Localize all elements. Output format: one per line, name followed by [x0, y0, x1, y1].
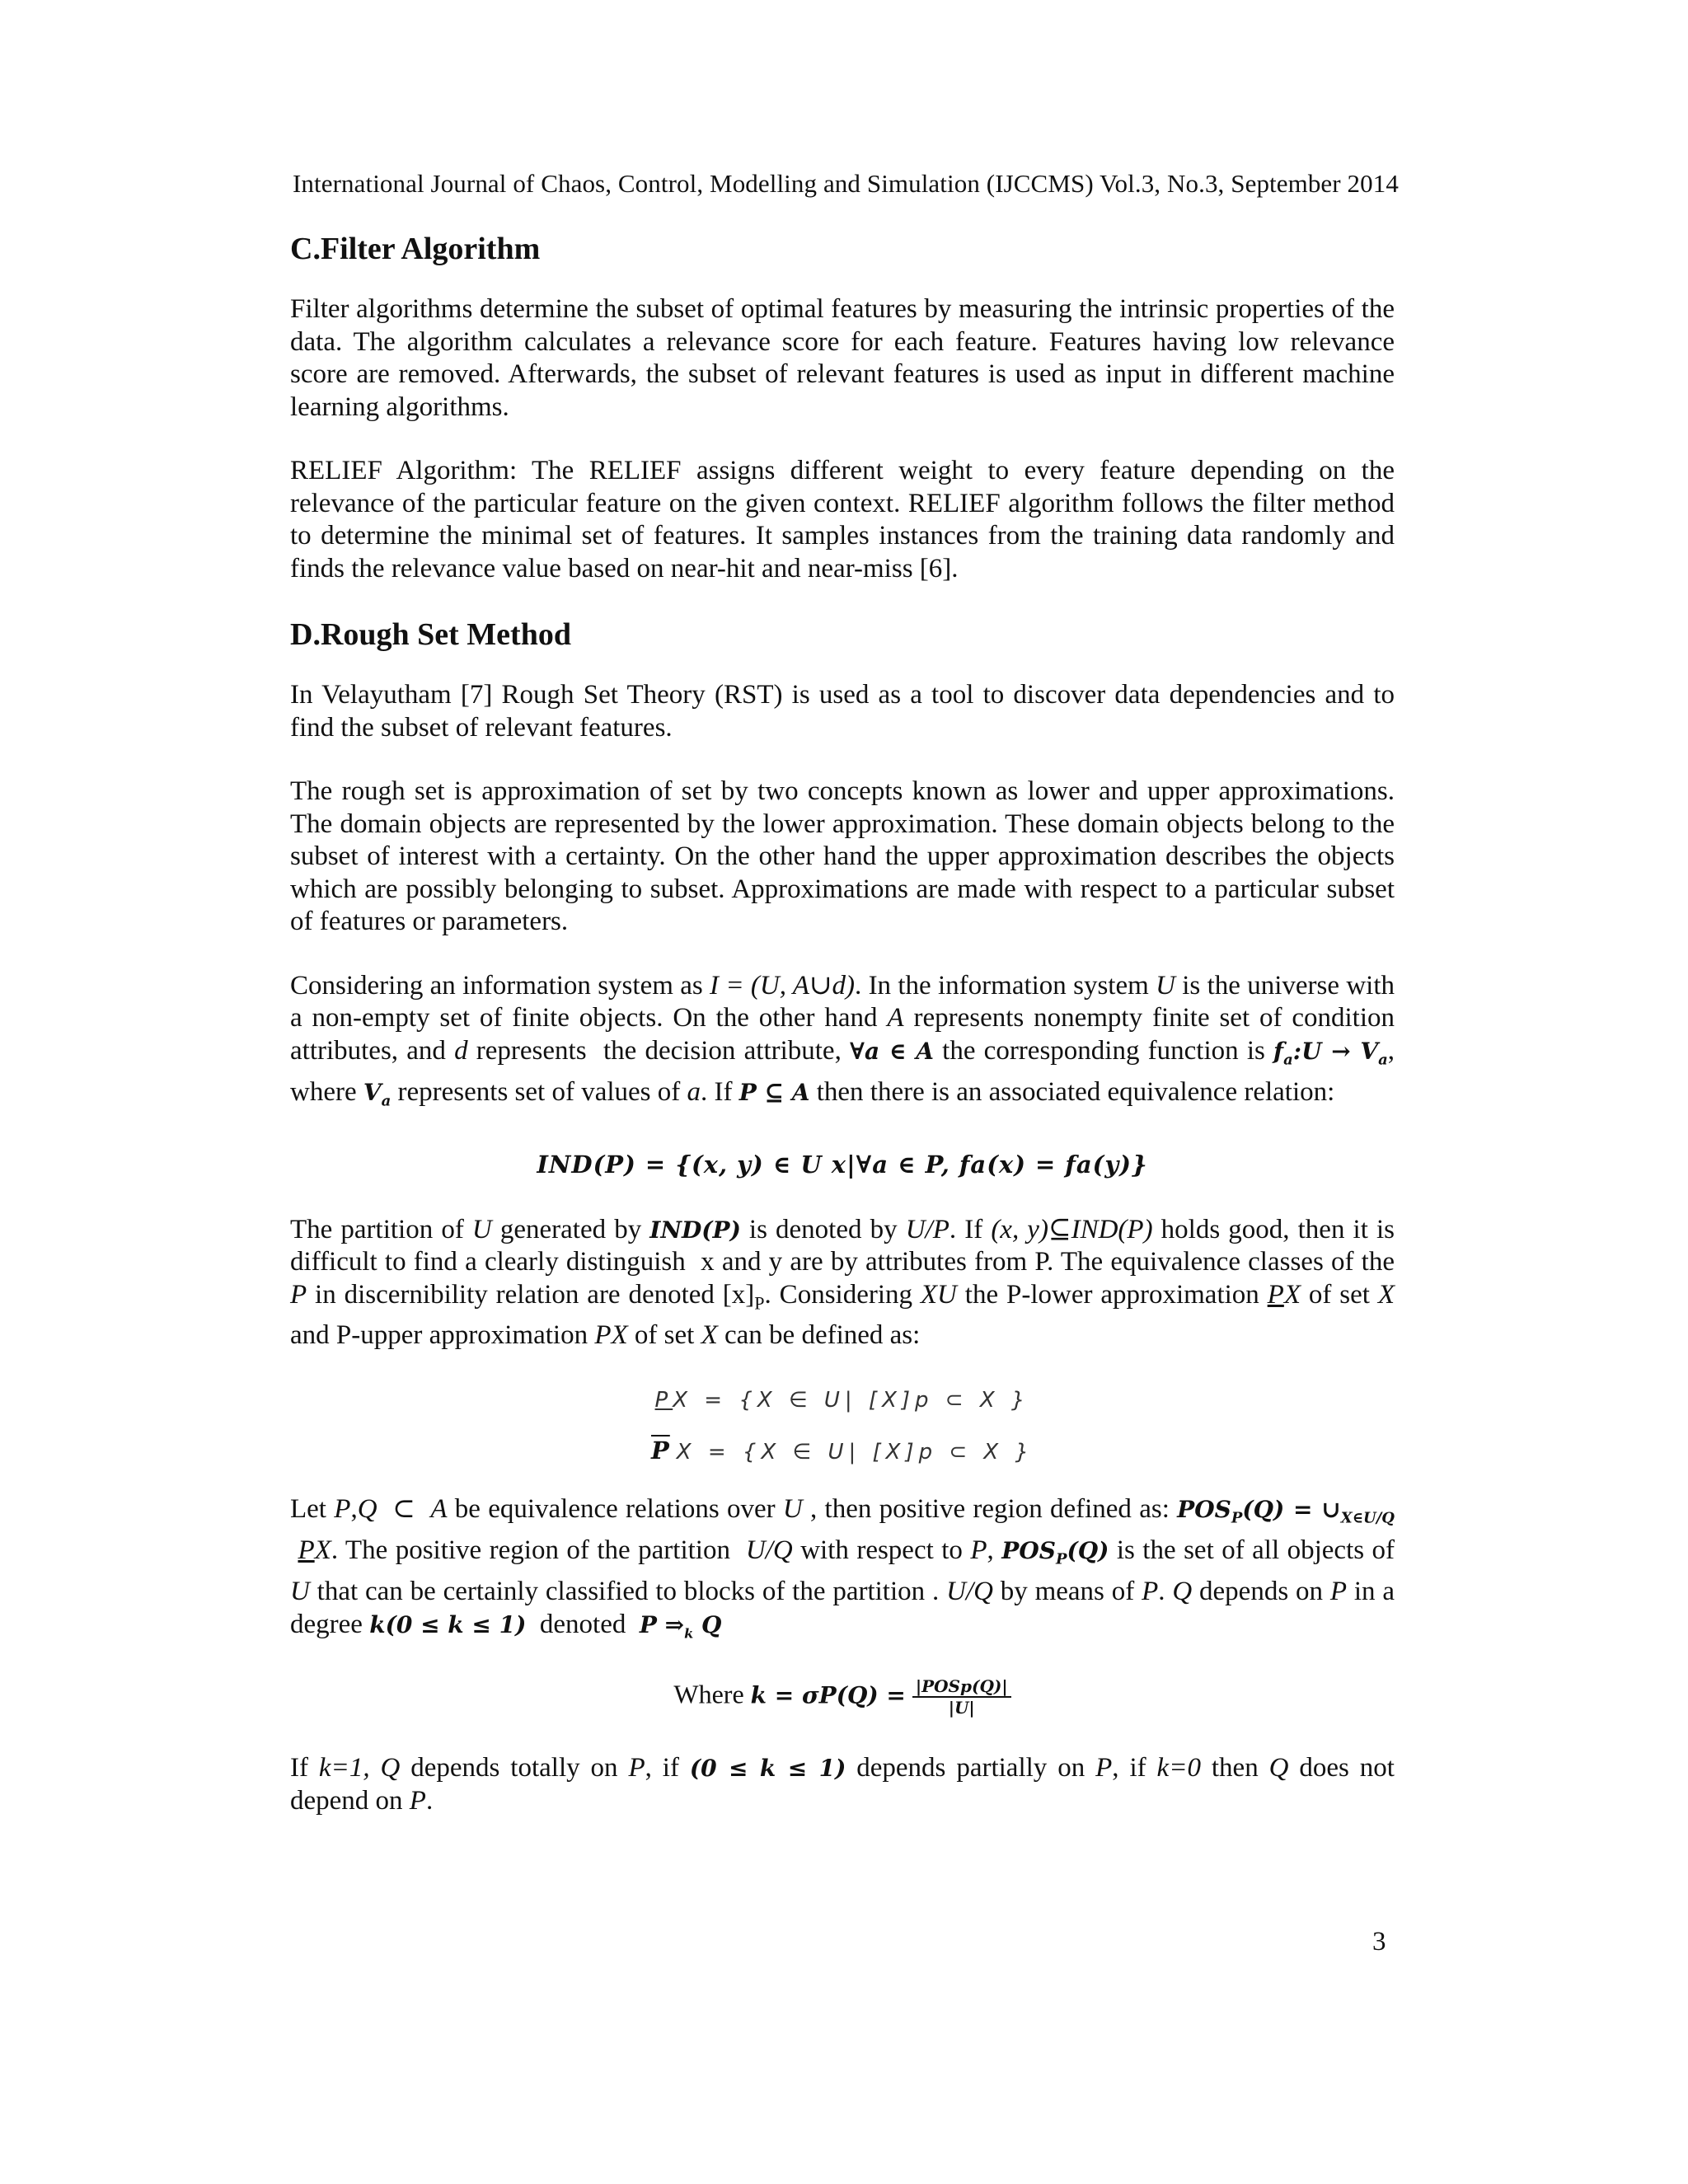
- lower-p-symbol: P: [654, 1388, 673, 1413]
- page-body: [290, 229, 1395, 1849]
- equation-upper-approx: [290, 1435, 1395, 1465]
- section-d-paragraph-6: If k=1, Q depends totally on P, if (0 ≤ k ≤ 1) depends partially on P, if k=0 then Q does not depend on P.: [290, 1753, 1395, 1816]
- section-c-paragraph-2: RELIEF Algorithm: The RELIEF assigns different weight to every feature depending on the relevance of the particular feature on the given context. RELIEF algorithm follows the filter method to determine the minimal set of features. It samples instances from the training data randomly and finds the relevance value based on near-hit and near-miss [6].: [290, 456, 1395, 583]
- upper-p-symbol: $\overline{P}$: [650, 1436, 670, 1465]
- page-number: 3: [1372, 1927, 1386, 1957]
- section-d-paragraph-3: Considering an information system as I = (U, A∪d). In the information system U is the universe with a non-empty set of finite objects. On the other hand A represents nonempty finite set of condition attributes, and d represents the decision attribute, ∀a ∈ A the corresponding function is $f_a:U \to V_a$, where $V_a$ represents set of values of a. If P ⊆ A then there is an associated equivalence relation:: [290, 970, 1395, 1110]
- equation-dependency: [290, 1676, 1395, 1718]
- section-c-paragraph-1: Filter algorithms determine the subset of optimal features by measuring the intrinsic properties of the data. The algorithm calculates a relevance score for each feature. Features having low relevance score are removed. Afterwards, the subset of relevant features is used as input in different machine learning algorithms.: [290, 294, 1395, 422]
- section-c-heading: C.Filter Algorithm: [290, 232, 541, 266]
- equation-ind: [290, 1149, 1395, 1179]
- section-d-paragraph-1: In Velayutham [7] Rough Set Theory (RST) is used as a tool to discover data dependencies and to find the subset of relevant features.: [290, 680, 1395, 743]
- dependency-fraction: [912, 1676, 1011, 1718]
- equation-lower-approx-text: X = {X ∈ U| [X]p ⊂ X }: [673, 1388, 1030, 1413]
- equation-ind-text: IND(P) = {(x, y) ∈ U x|∀a ∈ P, fa(x) = fa(y)}: [537, 1150, 1148, 1179]
- running-header: International Journal of Chaos, Control, Modelling and Simulation (IJCCMS) Vol.3, No.3, September 2014: [293, 169, 1399, 198]
- equation-upper-approx-text: X = {X ∈ U| [X]p ⊂ X }: [676, 1440, 1034, 1465]
- section-d-paragraph-4: The partition of U generated by IND(P) is denoted by U/P. If (x, y)⊆IND(P) holds good, then it is difficult to find a clearly distinguish x and y are by attributes from P. The equivalence classes of the P in discernibility relation are denoted $[x]_P$. Considering XU the P-lower approximation PX of set X and P-upper approximation PX of set X can be defined as:: [290, 1214, 1395, 1350]
- section-d-heading: D.Rough Set Method: [290, 617, 571, 652]
- where-label: Where: [673, 1679, 744, 1709]
- fraction-numerator: |POSp(Q)|: [912, 1676, 1011, 1698]
- equation-dependency-lhs: k = σP(Q) =: [750, 1681, 906, 1709]
- section-d-paragraph-2: The rough set is approximation of set by two concepts known as lower and upper approximations. The domain objects are represented by the lower approximation. These domain objects belong to the subset of interest with a certainty. On the other hand the upper approximation describes the objects which are possibly belonging to subset. Approximations are made with respect to a particular subset of features or parameters.: [290, 776, 1395, 936]
- fraction-denominator: |U|: [948, 1698, 975, 1718]
- section-d-paragraph-5: Let P,Q ⊂ A be equivalence relations over U , then positive region defined as: $POS_P(Q)$ = $\cup_{X\in U/Q}$ PX. The positive region of the partition U/Q with respect to P, $POS_P(Q)$ is the set of all objects of U that can be certainly classified to blocks of the partition . U/Q by means of P. Q depends on P in a degree k(0 ≤ k ≤ 1) denoted P $\Rightarrow_k$ Q: [290, 1494, 1395, 1642]
- equation-lower-approx: [290, 1383, 1395, 1413]
